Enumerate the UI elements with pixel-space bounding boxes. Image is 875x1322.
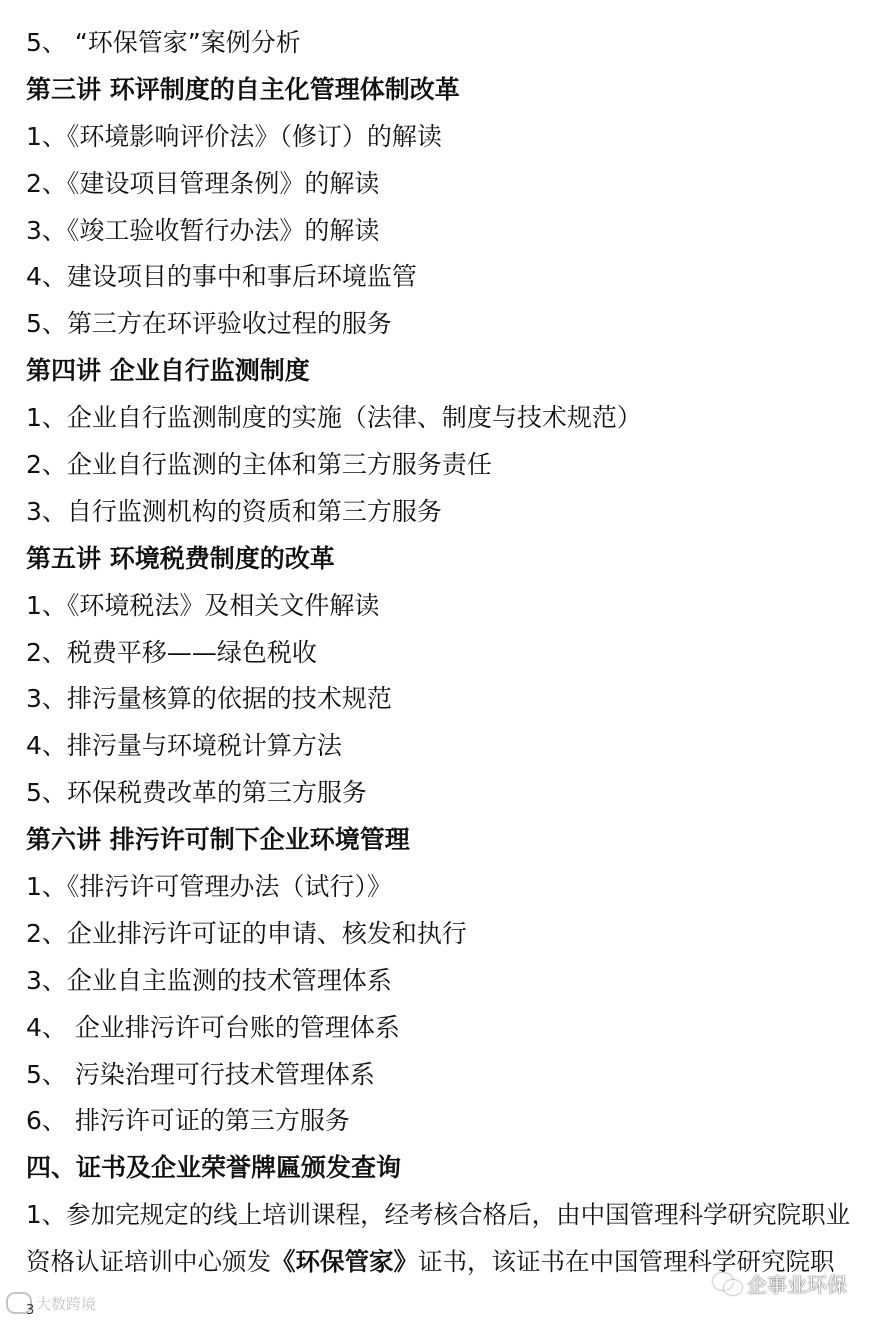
section-heading: 第四讲 企业自行监测制度 <box>26 356 310 386</box>
watermark-right <box>713 1269 847 1298</box>
list-item: 3、企业自主监测的技术管理体系 <box>26 965 392 995</box>
list-item: 5、 “环保管家”案例分析 <box>26 28 301 57</box>
wechat-icon <box>713 1273 741 1295</box>
list-item: 1、企业自行监测制度的实施（法律、制度与技术规范） <box>26 403 642 433</box>
watermark-left-text: 大数跨境 <box>36 1294 97 1313</box>
list-item: 2、《建设项目管理条例》的解读 <box>26 168 380 198</box>
outline-list <box>26 20 872 1192</box>
list-item: 4、建设项目的事中和事后环境监管 <box>26 262 417 292</box>
list-item: 5、第三方在环评验收过程的服务 <box>26 309 392 339</box>
paragraph-bold-title: 《环保管家》 <box>271 1247 418 1277</box>
section-heading: 第六讲 排污许可制下企业环境管理 <box>26 825 410 855</box>
list-item: 2、税费平移——绿色税收 <box>26 637 317 667</box>
list-item: 5、 污染治理可行技术管理体系 <box>26 1059 375 1089</box>
section-heading: 第五讲 环境税费制度的改革 <box>26 543 335 573</box>
section-heading: 四、证书及企业荣誉牌匾颁发查询 <box>26 1153 402 1183</box>
list-item: 1、《环境税法》及相关文件解读 <box>26 590 380 620</box>
list-item: 2、企业自行监测的主体和第三方服务责任 <box>26 450 492 480</box>
list-item: 4、排污量与环境税计算方法 <box>26 731 342 761</box>
footer <box>0 1273 875 1322</box>
list-item: 3、《竣工验收暂行办法》的解读 <box>26 215 380 245</box>
list-item: 3、排污量核算的依据的技术规范 <box>26 684 392 714</box>
list-item: 1、《环境影响评价法》（修订）的解读 <box>26 121 442 151</box>
list-item: 5、环保税费改革的第三方服务 <box>26 778 367 808</box>
list-item: 2、企业排污许可证的申请、核发和执行 <box>26 918 467 948</box>
list-item: 1、《排污许可管理办法（试行）》 <box>26 872 392 902</box>
list-item: 3、自行监测机构的资质和第三方服务 <box>26 496 442 526</box>
list-item: 4、 企业排污许可台账的管理体系 <box>26 1012 400 1042</box>
page-number: 3 <box>26 1303 35 1318</box>
paragraph-text-1: 1、参加完规定的线上培训课程，经考核合格后，由中国管理科学研究院职业资格认证培训中心颁发 <box>26 1200 851 1277</box>
paragraph-text-2: 证书，该证书在中国管理科学研究院职 <box>418 1247 835 1277</box>
section-heading: 第三讲 环评制度的自主化管理体制改革 <box>26 74 460 104</box>
document-body <box>26 20 872 1286</box>
watermark-left <box>6 1292 96 1314</box>
watermark-right-text: 企事业环保 <box>747 1273 847 1297</box>
list-item: 6、 排污许可证的第三方服务 <box>26 1106 350 1136</box>
